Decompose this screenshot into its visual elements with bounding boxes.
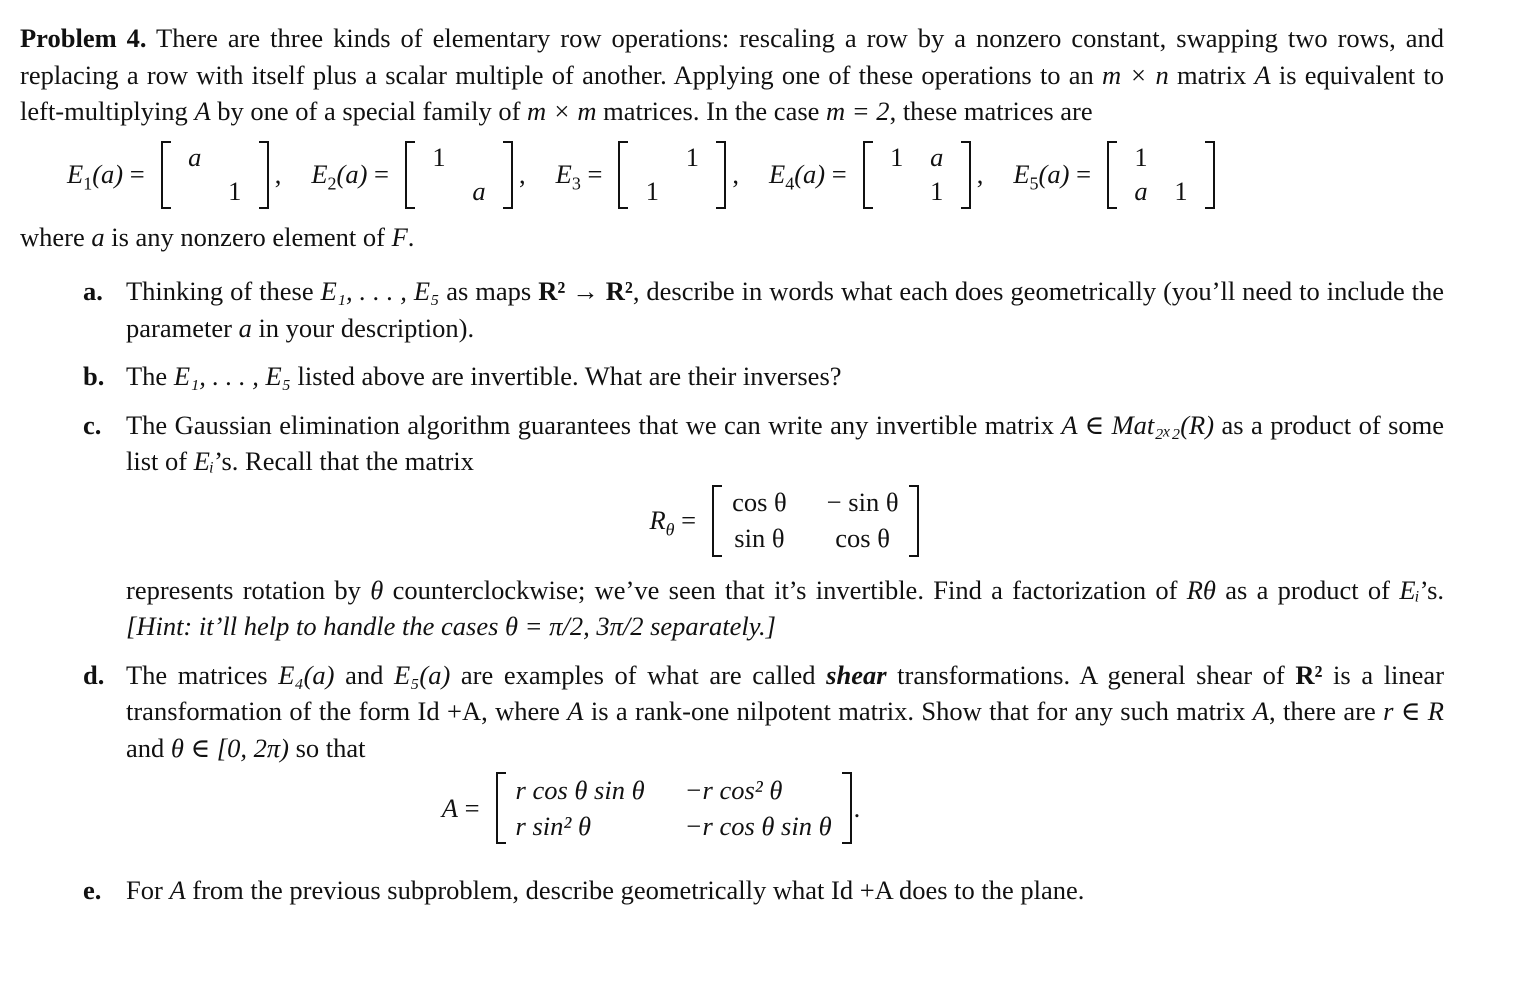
- part-d-label: d.: [83, 659, 105, 690]
- hint-text: [Hint: it’ll help to handle the cases θ = π/2, 3π/2 separately.]: [126, 611, 776, 641]
- part-b: b. The E₁, . . . , E₅ listed above are invertible. What are their inverses?: [20, 358, 1444, 395]
- matrix-e5: $E_5(a)$ = 1 a 1: [1013, 141, 1217, 209]
- elementary-matrices-row: [67, 135, 1444, 215]
- problem-page: [20, 20, 1444, 909]
- matrix-e2: $E_2(a)$ = 1 a ,: [311, 141, 525, 209]
- part-c-label: c.: [83, 409, 102, 440]
- rotation-matrix: $R_\theta$ = cos θ − sin θ sin θ cos θ: [126, 480, 1444, 562]
- matrix-e4: $E_4(a)$ = 1 a 1 ,: [769, 141, 983, 209]
- problem-intro: Problem 4. There are three kinds of elementary row operations: rescaling a row by a nonzero constant, swapping two rows, and replacing a row with itself plus a scalar multiple of another. Applying one of these operations to an m × n matrix A is equivalent to left-multiplying A by one of a special family of m × m matrices. In the case m = 2, these matrices are: [20, 23, 1445, 126]
- shear-term: shear: [826, 659, 887, 690]
- matrix-e1: $E_1(a)$ = a 1 ,: [67, 141, 281, 209]
- problem-title: Problem 4.: [20, 23, 147, 53]
- part-d: d. The matrices E₄(a) and E₅(a) are examples of what are called shear transformations. A general shear of R² is a linear transformation of the form Id +A, where A is a rank-one nilpotent matrix. Show that for any such matrix A, there are r ∈ R and θ ∈ [0, 2π) so that: [20, 657, 1444, 767]
- part-a-label: a.: [83, 276, 103, 306]
- shear-matrix: A = r cos θ sin θ −r cos² θ r sin² θ −r cos θ sin θ .: [126, 766, 1176, 850]
- part-a: a. Thinking of these E₁, . . . , E₅ as maps R² → R², describe in words what each does geometrically (you’ll need to include the parameter a in your description).: [20, 273, 1444, 346]
- where-clause: where a is any nonzero element of F.: [20, 221, 415, 252]
- part-c: c. The Gaussian elimination algorithm guarantees that we can write any invertible matrix A ∈ Mat₂ₓ₂(R) as a product of some list of Eᵢ’s. Recall that the matrix: [20, 407, 1444, 480]
- matrix-e3: $E_3$ = 1 1 ,: [556, 141, 739, 209]
- part-e: e. For A from the previous subproblem, describe geometrically what Id +A does to the plane.: [20, 872, 1444, 909]
- part-c-continued: represents rotation by θ counterclockwise; we’ve seen that it’s invertible. Find a factorization of Rθ as a product of Eᵢ’s. [Hint: it’ll help to handle the cases θ = π/2, 3π/2 separately.]: [126, 574, 1445, 641]
- part-e-label: e.: [83, 875, 102, 905]
- part-b-label: b.: [83, 361, 105, 391]
